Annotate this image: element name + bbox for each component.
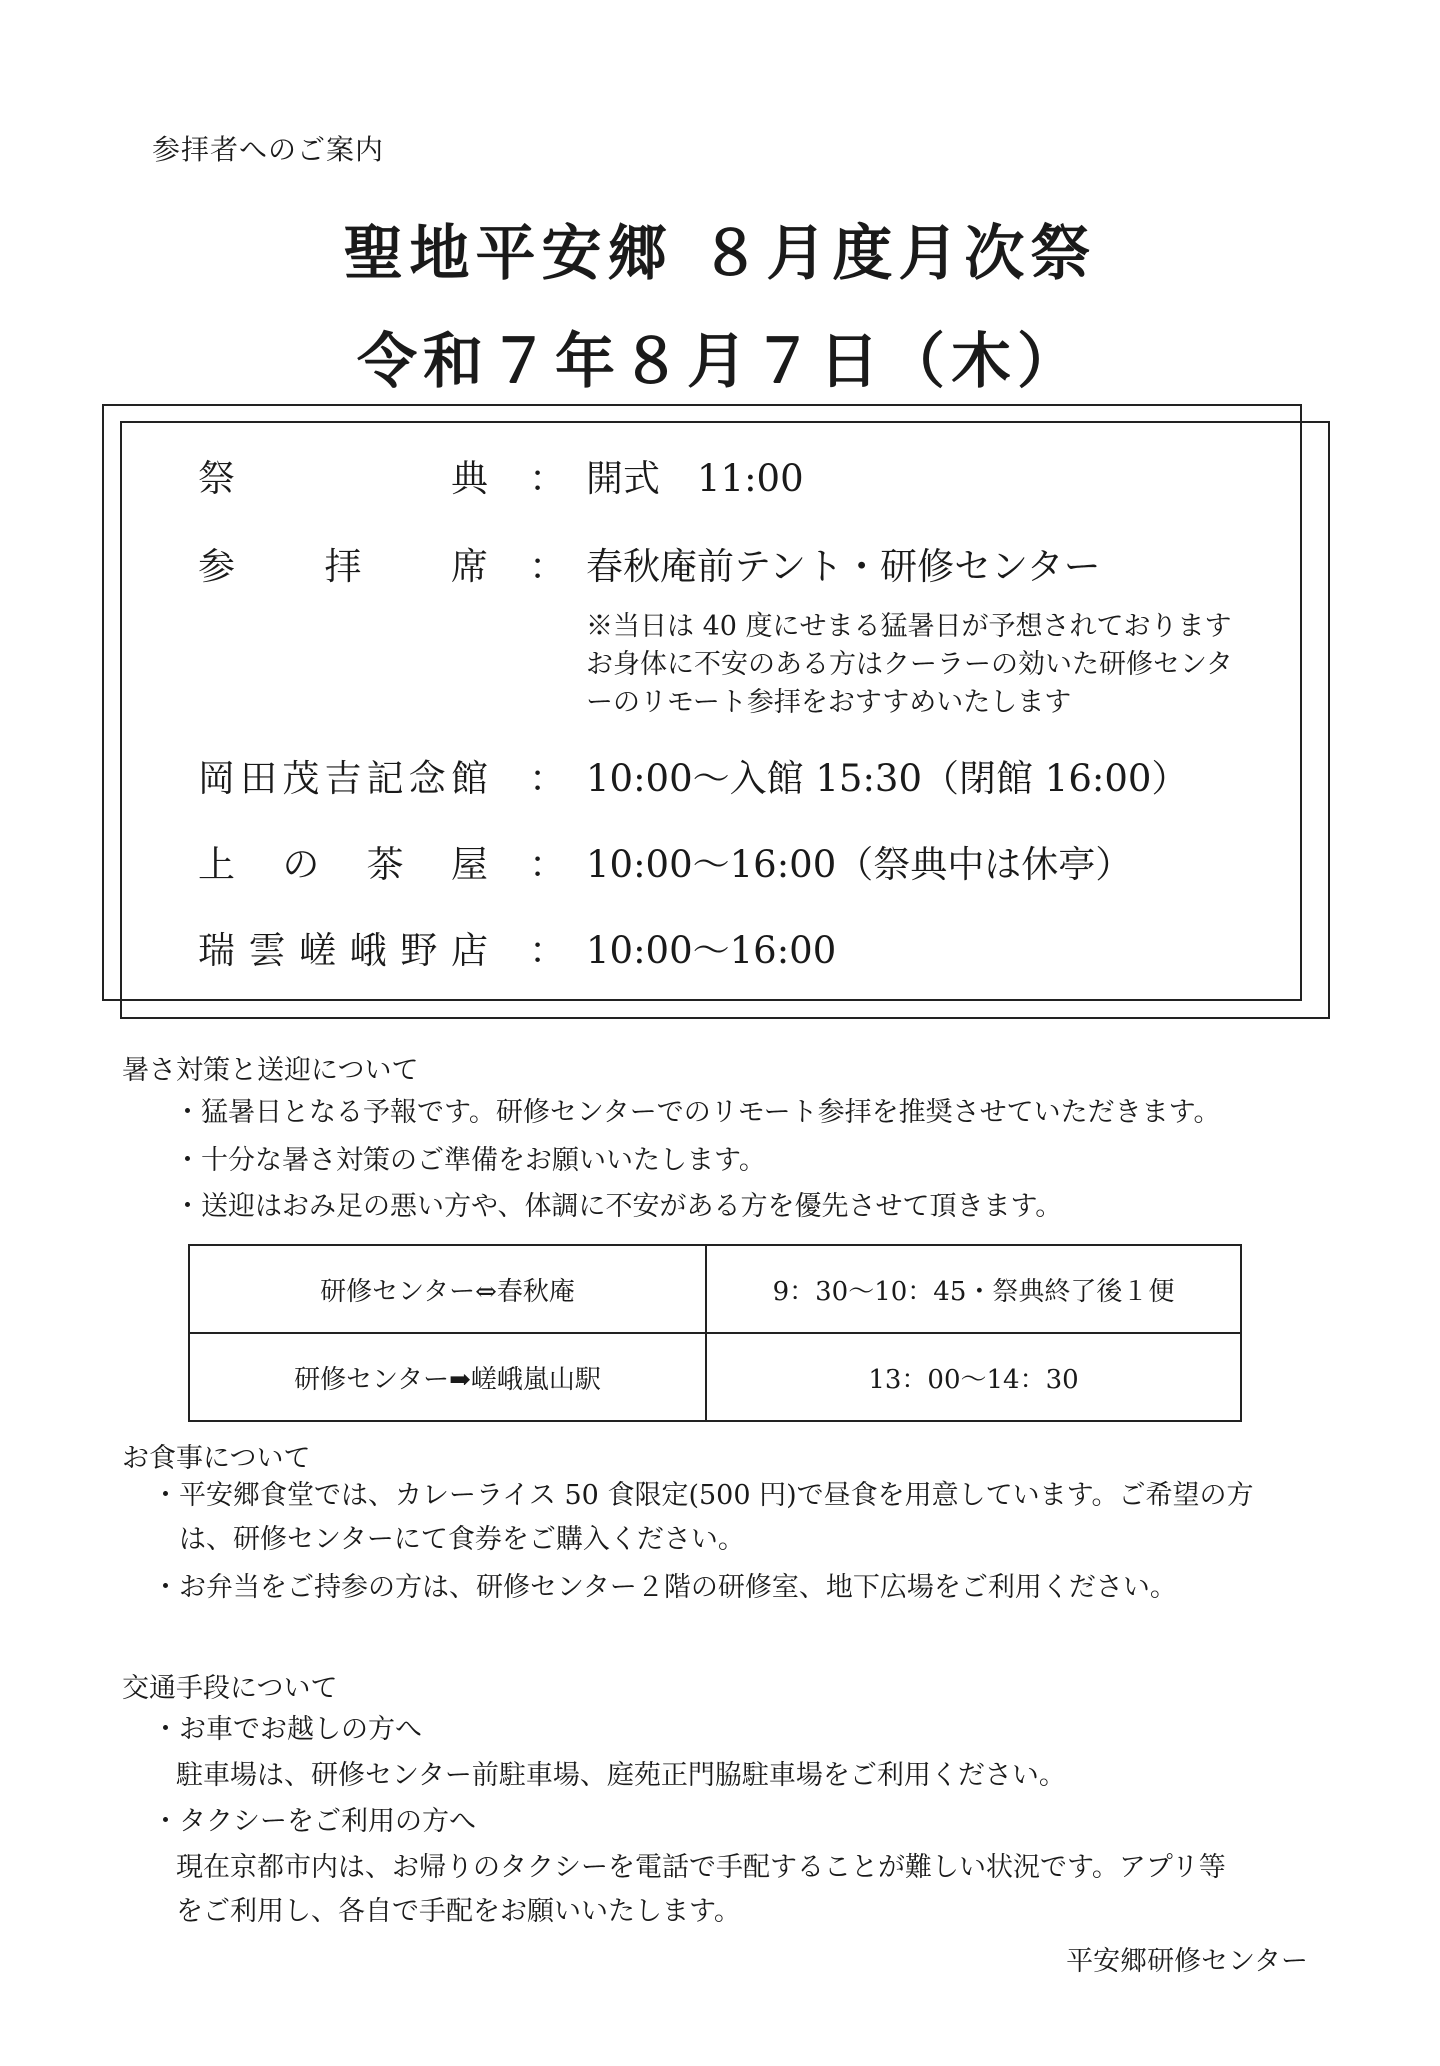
colon: ： xyxy=(529,843,566,886)
label-char: 店 xyxy=(450,929,488,972)
label-char: 記 xyxy=(366,757,404,800)
schedule-label-museum xyxy=(198,748,488,802)
justified-label xyxy=(198,834,488,888)
shuttle-time: 13：00～14：30 xyxy=(706,1333,1241,1421)
seat-note-line: ーのリモート参拝をおすすめいたします xyxy=(586,687,1072,718)
meal-line: ・平安郷食堂では、カレーライス 50 食限定(500 円)で昼食を用意しています。ご希望の方 xyxy=(152,1480,1254,1511)
label-char: 館 xyxy=(450,757,488,800)
label-char: 田 xyxy=(240,757,278,800)
taxi-text: 現在京都市内は、お帰りのタクシーを電話で手配することが難しい状況です。アプリ等 xyxy=(176,1852,1226,1883)
justified-label xyxy=(198,536,488,590)
schedule-label-teahouse xyxy=(198,834,488,888)
colon: ： xyxy=(529,457,566,500)
schedule-value-teahouse: 10:00～16:00（祭典中は休亭） xyxy=(586,843,1133,886)
page-title: 聖地平安郷 ８月度月次祭 xyxy=(343,219,1097,289)
label-char: 屋 xyxy=(450,843,488,886)
label-char: 念 xyxy=(408,757,446,800)
label-char: 拝 xyxy=(324,545,362,588)
label-char: の xyxy=(282,843,320,886)
label-char: 雲 xyxy=(248,929,286,972)
heat-bullet: ・猛暑日となる予報です。研修センターでのリモート参拝を推奨させていただきます。 xyxy=(174,1097,1221,1128)
label-char: 祭 xyxy=(198,457,235,500)
event-date: 令和７年８月７日（木） xyxy=(357,327,1083,397)
taxi-title: ・タクシーをご利用の方へ xyxy=(152,1806,476,1837)
shuttle-route: 研修センター⇔春秋庵 xyxy=(189,1245,706,1333)
shuttle-route: 研修センター➡嵯峨嵐山駅 xyxy=(189,1333,706,1421)
schedule-label-ceremony xyxy=(198,448,488,502)
intro-heading: 参拝者へのご案内 xyxy=(152,133,385,166)
label-char: 上 xyxy=(198,843,235,886)
label-char: 吉 xyxy=(324,757,362,800)
meal-line: は、研修センターにて食券をご購入ください。 xyxy=(152,1524,745,1555)
label-char: 参 xyxy=(198,545,235,588)
table-row xyxy=(189,1333,1241,1421)
justified-label xyxy=(198,448,488,502)
car-text: 駐車場は、研修センター前駐車場、庭苑正門脇駐車場をご利用ください。 xyxy=(176,1760,1066,1791)
colon: ： xyxy=(529,545,566,588)
schedule-value-shop: 10:00～16:00 xyxy=(586,929,837,972)
heat-bullet: ・十分な暑さ対策のご準備をお願いいたします。 xyxy=(174,1145,766,1176)
meal-line: ・お弁当をご持参の方は、研修センター２階の研修室、地下広場をご利用ください。 xyxy=(152,1572,1177,1603)
schedule-label-shop xyxy=(198,920,488,974)
transport-section-heading: 交通手段について xyxy=(122,1673,338,1704)
schedule-value-seats: 春秋庵前テント・研修センター xyxy=(586,545,1101,588)
label-char: 嵯 xyxy=(299,929,337,972)
seat-note-line: お身体に不安のある方はクーラーの効いた研修センタ xyxy=(586,649,1233,680)
colon: ： xyxy=(529,757,566,800)
justified-label xyxy=(198,920,488,974)
car-title: ・お車でお越しの方へ xyxy=(152,1714,422,1745)
heat-section-heading: 暑さ対策と送迎について xyxy=(122,1055,419,1086)
schedule-value-museum: 10:00～入館 15:30（閉館 16:00） xyxy=(586,757,1189,800)
label-char: 茂 xyxy=(282,757,320,800)
table-row xyxy=(189,1245,1241,1333)
shuttle-time: 9：30～10：45・祭典終了後１便 xyxy=(706,1245,1241,1333)
schedule-label-seats xyxy=(198,536,488,590)
label-char: 席 xyxy=(451,545,488,588)
label-char: 峨 xyxy=(349,929,387,972)
label-char: 瑞 xyxy=(198,929,235,972)
colon: ： xyxy=(529,929,566,972)
label-char: 野 xyxy=(400,929,438,972)
label-char: 茶 xyxy=(366,843,404,886)
justified-label xyxy=(198,748,488,802)
shuttle-table xyxy=(188,1244,1242,1422)
seat-note-line: ※当日は 40 度にせまる猛暑日が予想されております xyxy=(586,611,1232,642)
label-char: 岡 xyxy=(198,757,235,800)
taxi-text: をご利用し、各自で手配をお願いいたします。 xyxy=(176,1896,741,1927)
meal-section-heading: お食事について xyxy=(122,1443,311,1474)
signature: 平安郷研修センター xyxy=(1066,1946,1308,1977)
seat-note xyxy=(586,608,1306,722)
schedule-value-ceremony: 開式 11:00 xyxy=(586,457,804,500)
heat-bullet: ・送迎はおみ足の悪い方や、体調に不安がある方を優先させて頂きます。 xyxy=(174,1191,1063,1222)
label-char: 典 xyxy=(451,457,488,500)
